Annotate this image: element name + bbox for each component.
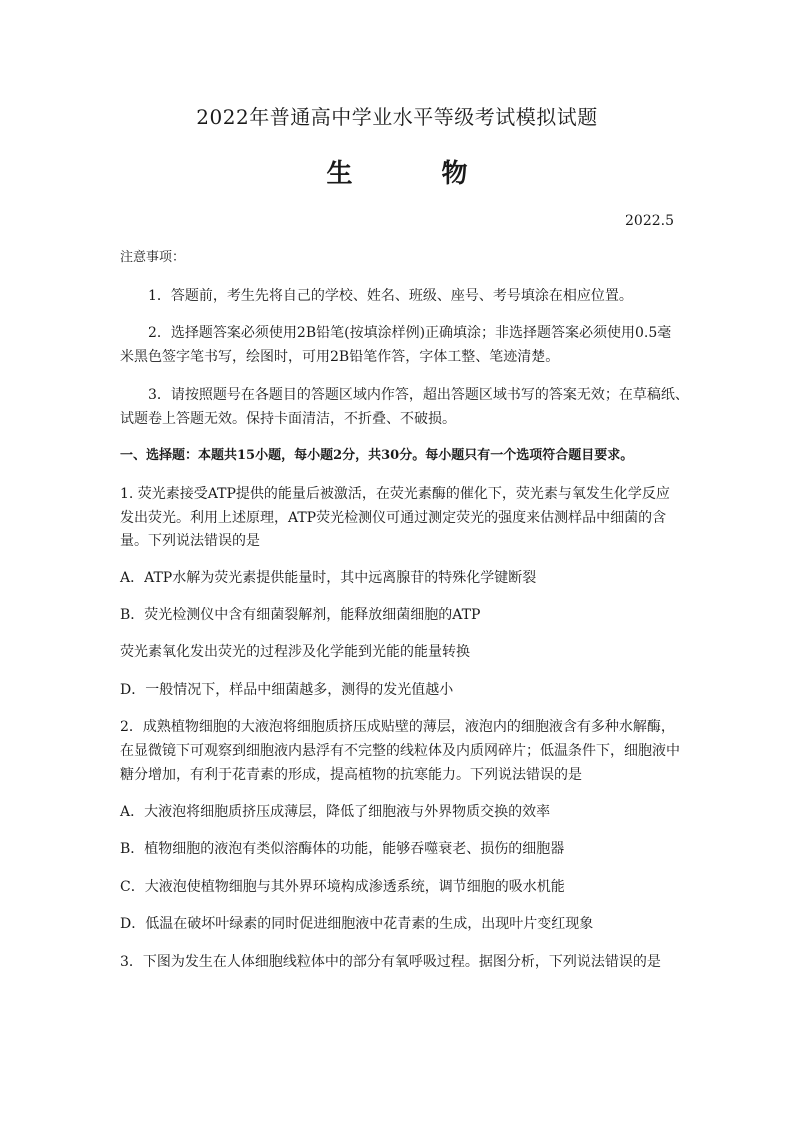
question-2-stem-line-2: 在显微镜下可观察到细胞液内悬浮有不完整的线粒体及内质网碎片；低温条件下，细胞液中: [120, 743, 680, 759]
exam-title: 2022年普通高中学业水平等级考试模拟试题: [196, 105, 598, 129]
question-1-stem-line-3: 量。下列说法错误的是: [120, 533, 260, 549]
notice-item-3-line-1: 3．请按照题号在各题目的答题区域内作答，超出答题区域书写的答案无效；在草稿纸、: [148, 387, 689, 403]
question-2-option-d: D．低温在破坏叶绿素的同时促进细胞液中花青素的生成，出现叶片变红现象: [120, 916, 594, 932]
question-2-option-b: B．植物细胞的液泡有类似溶酶体的功能，能够吞噬衰老、损伤的细胞器: [120, 841, 565, 857]
question-2-stem-line-1: 2．成熟植物细胞的大液泡将细胞质挤压成贴壁的薄层，液泡内的细胞液含有多种水解酶，: [120, 719, 675, 735]
notice-item-2-line-2: 米黑色签字笔书写，绘图时，可用2B铅笔作答，字体工整、笔迹清楚。: [120, 349, 560, 365]
question-1-option-b: B．荧光检测仪中含有细菌裂解剂，能释放细菌细胞的ATP: [120, 607, 481, 623]
notice-item-3-line-2: 试题卷上答题无效。保持卡面清洁，不折叠、不破损。: [120, 411, 456, 427]
exam-date: 2022.5: [625, 213, 674, 229]
question-1-option-c: 荧光素氧化发出荧光的过程涉及化学能到光能的能量转换: [120, 644, 470, 660]
question-1-option-d: D．一般情况下，样品中细菌越多，测得的发光值越小: [120, 682, 454, 698]
subject-title: 生 物: [326, 159, 508, 189]
question-1-stem-line-1: 1. 荧光素接受ATP提供的能量后被激活，在荧光素酶的催化下，荧光素与氧发生化学反应: [120, 486, 670, 502]
question-1-stem-line-2: 发出荧光。利用上述原理，ATP荧光检测仪可通过测定荧光的强度来估测样品中细菌的含: [120, 510, 667, 526]
question-2-option-c: C．大液泡使植物细胞与其外界环境构成渗透系统，调节细胞的吸水机能: [120, 879, 565, 895]
question-2-stem-line-3: 糖分增加，有利于花青素的形成，提高植物的抗寒能力。下列说法错误的是: [120, 767, 582, 783]
notice-item-1: 1．答题前，考生先将自己的学校、姓名、班级、座号、考号填涂在相应位置。: [148, 288, 633, 304]
question-2-option-a: A．大液泡将细胞质挤压成薄层，降低了细胞液与外界物质交换的效率: [120, 804, 551, 820]
section-1-heading: 一、选择题：本题共15小题，每小题2分，共30分。每小题只有一个选项符合题目要求。: [120, 448, 634, 463]
notice-item-2-line-1: 2．选择题答案必须使用2B铅笔(按填涂样例)正确填涂；非选择题答案必须使用0.5毫: [148, 325, 672, 341]
notice-heading: 注意事项：: [120, 250, 186, 265]
question-1-option-a: A．ATP水解为荧光素提供能量时，其中远离腺苷的特殊化学键断裂: [120, 570, 537, 586]
question-3-stem-line-1: 3．下图为发生在人体细胞线粒体中的部分有氧呼吸过程。据图分析，下列说法错误的是: [120, 954, 661, 970]
